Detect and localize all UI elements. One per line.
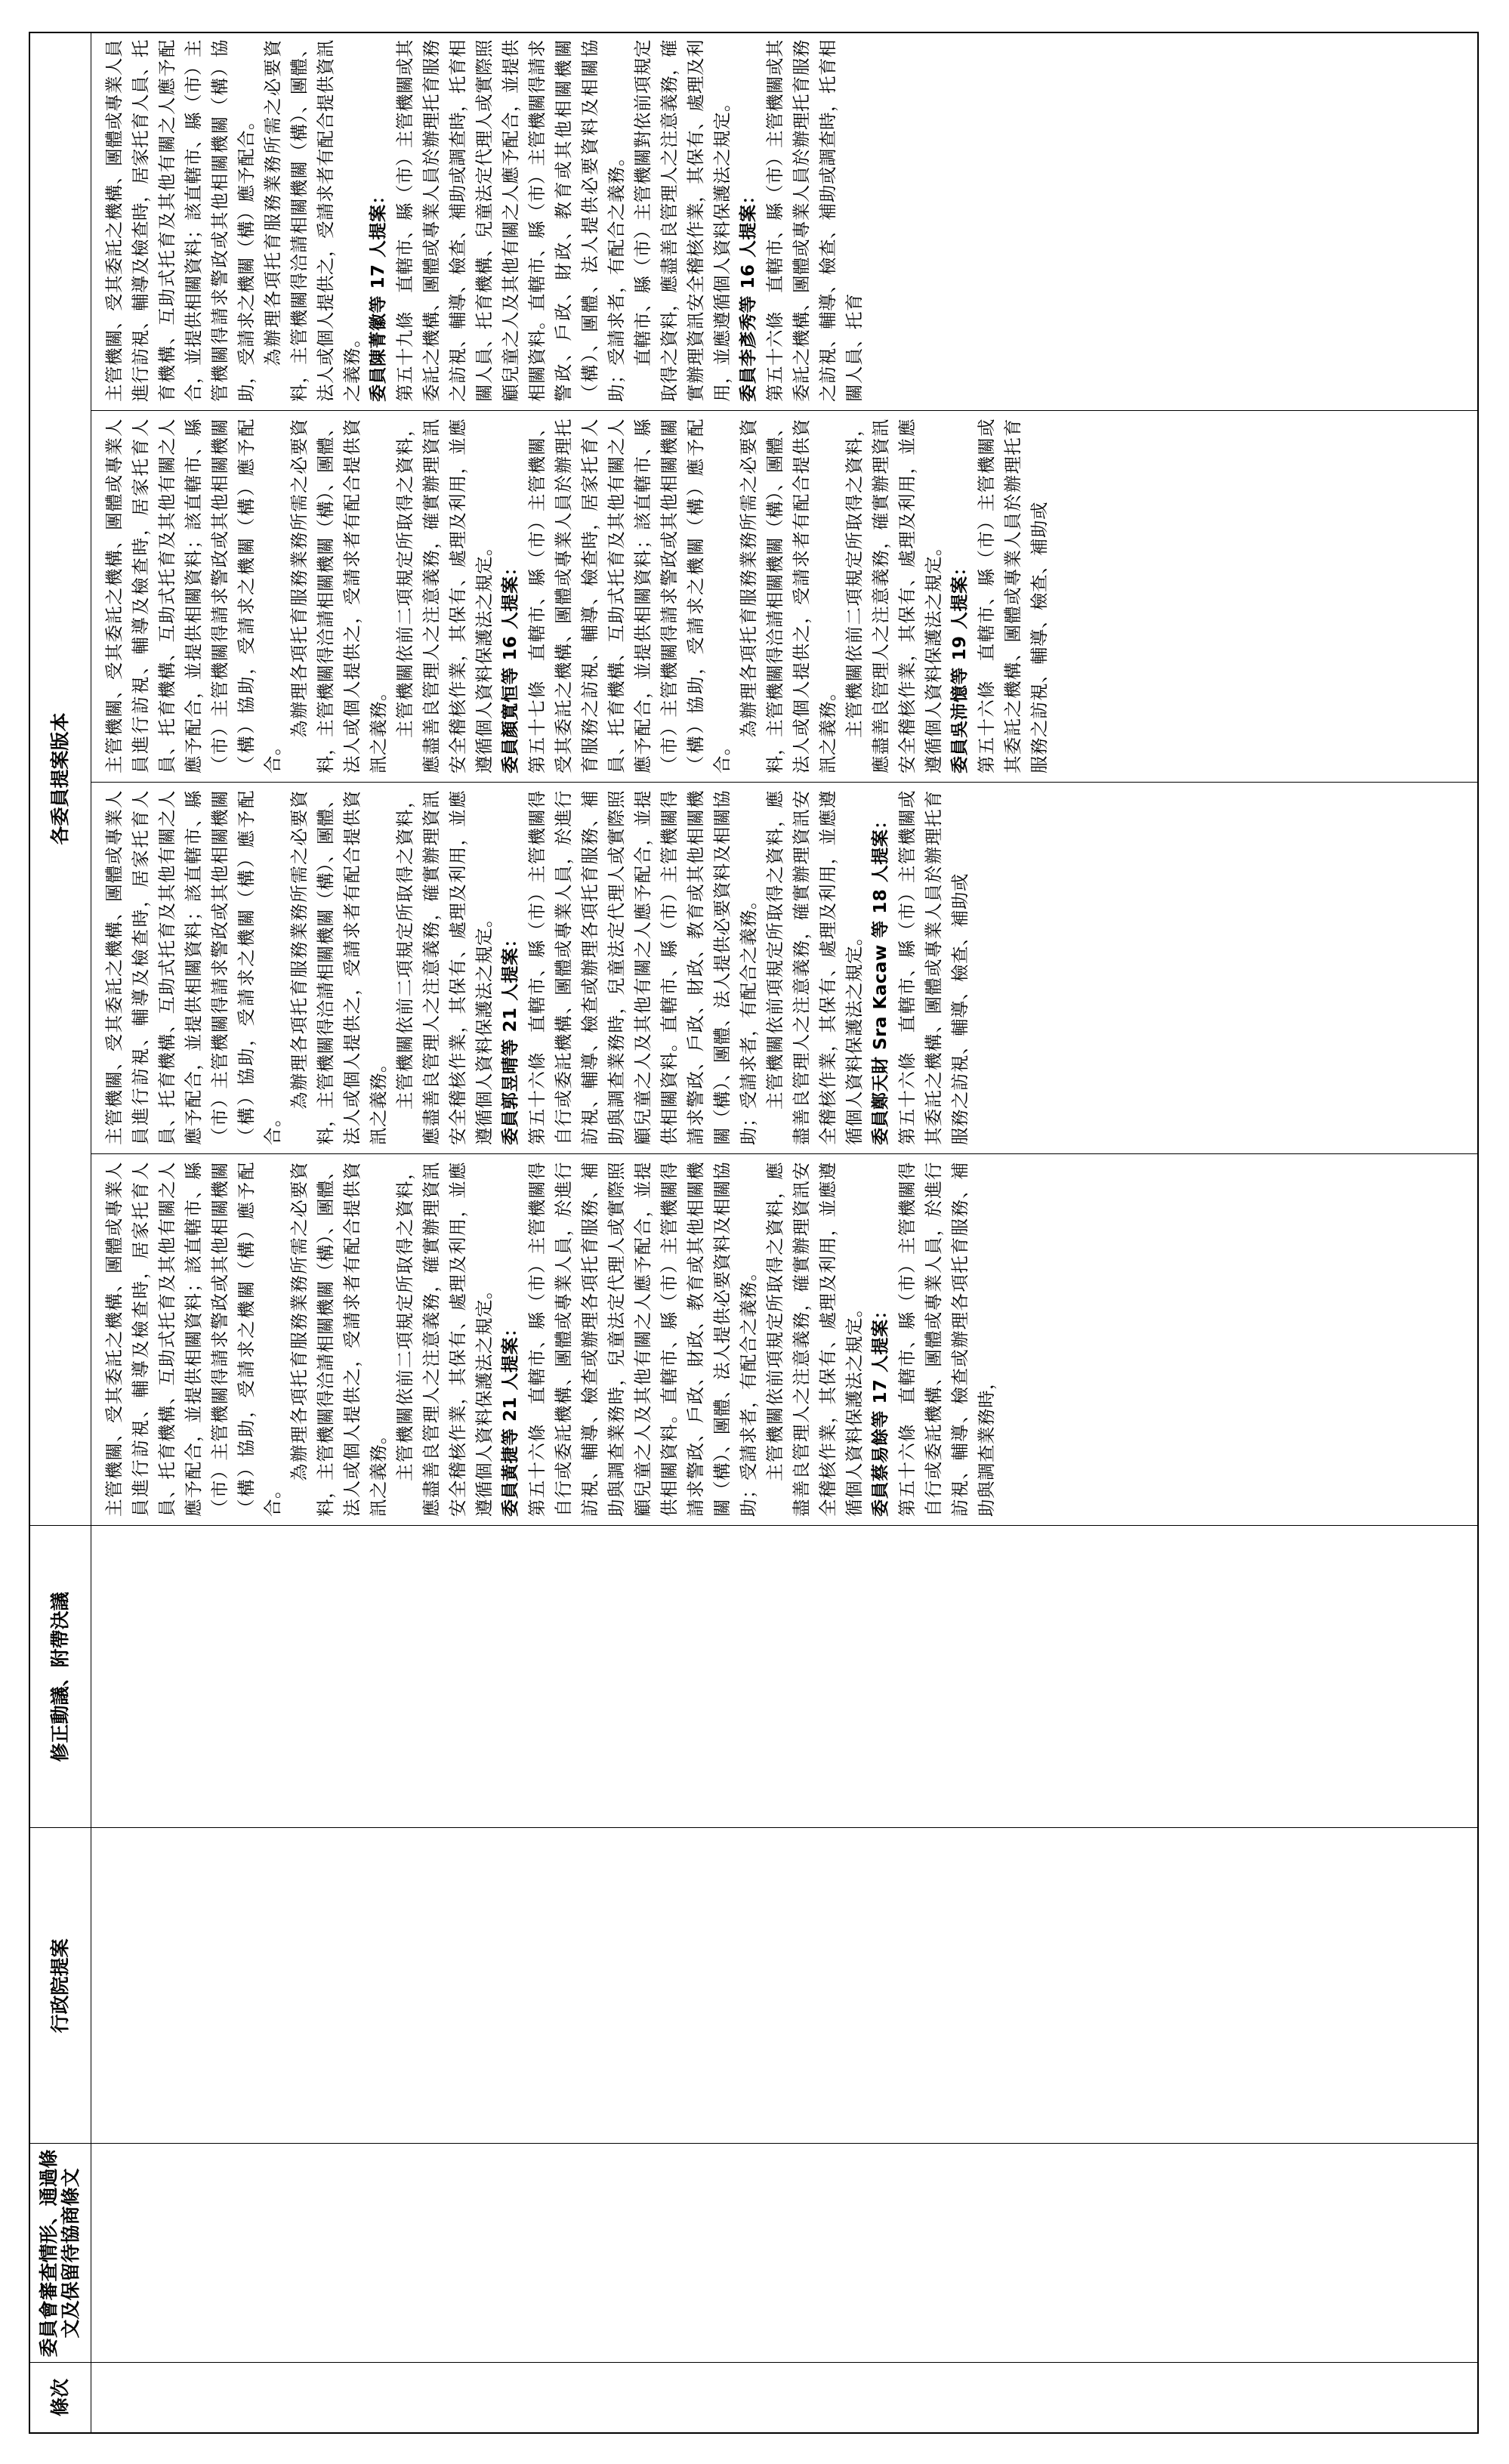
proposal-paragraph: 第五十六條 直轄市、縣（市）主管機關得自行或委託機構、團體或專業人員，於進行訪視、輔導、檢查或辦理各項托育服務、補助與調查業務時，兒童法定代理人或實際照顧兒童之人及其他有關之人應予配合，並提供相關資料。直轄市、縣（市）主管機關得請求警政、戶政、財政、教育或其他相關機關（構）、團體、法人提供必要資料及相關協助；受請求者，有配合之義務。 — [526, 790, 759, 1145]
header-article: 條次 — [48, 2379, 71, 2417]
committee-result-cell — [30, 2144, 1477, 2363]
proposal-paragraph: 主管機關、受其委託之機構、團體或專業人員進行訪視、輔導及檢查時，居家托育人員、托育機構、互助式托育及其他有關之人應予配合，並提供相關資料；該直轄市、縣（市）主管機關得請求警政或其他相關機關（構）協助，受請求之機關（構）應予配合。 — [103, 790, 283, 1145]
comparison-table — [29, 32, 1479, 2434]
proposal-paragraph: 第五十六條 直轄市、縣（市）主管機關或其委託之機構、團體或專業人員於辦理托育服務之訪視、輔導、檢查、補助或 — [976, 418, 1050, 773]
header-member-proposals: 各委員提案版本 — [48, 712, 71, 845]
proposal-paragraph: 第五十六條 直轄市、縣（市）主管機關得自行或委託機構、團體或專業人員，於進行訪視、輔導、檢查或辦理各項托育服務、補助與調查業務時， — [896, 1162, 997, 1517]
proposal-heading: 委員李彥秀等 16 人提案： — [739, 186, 758, 402]
proposal-paragraph: 為辦理各項托育服務業務所需之必要資料，主管機關得洽請相關機關（構）、團體、法人或個人提供之，受請求者有配合提供資訊之義務。 — [262, 39, 363, 402]
proposal-heading: 委員黃捷等 21 人提案： — [501, 1319, 520, 1517]
member-proposal-column — [101, 783, 1473, 1154]
proposal-paragraph: 主管機關、受其委託之機構、團體或專業人員進行訪視、輔導及檢查時，居家托育人員、托育機構、互助式托育及其他有關之人應予配合，並提供相關資料；該直轄市、縣（市）主管機關得請求警政或其他相關機關（構）協助，受請求之機關（構）應予配合。 — [103, 1162, 283, 1517]
proposal-paragraph: 主管機關依前二項規定所取得之資料，應盡善良管理人之注意義務，確實辦理資訊安全稽核作業，其保有、處理及利用，並應遵循個人資料保護法之規定。 — [394, 1162, 495, 1517]
proposal-paragraph: 為辦理各項托育服務業務所需之必要資料，主管機關得洽請相關機關（構）、團體、法人或個人提供之，受請求者有配合提供資訊之義務。 — [289, 790, 389, 1145]
proposal-heading: 委員郭昱晴等 21 人提案： — [501, 929, 520, 1145]
amendments-cell — [30, 1526, 1477, 1828]
proposal-paragraph: 主管機關、受其委託之機構、團體或專業人員進行訪視、輔導及檢查時，居家托育人員、托育機構、互助式托育及其他有關之人應予配合，並提供相關資料；該直轄市、縣（市）主管機關得請求警政或其他相關機關（構）協助，受請求之機關（構）應予配合。 — [103, 39, 257, 402]
header-amendments: 修正動議、附帶決議 — [48, 1592, 71, 1762]
proposal-paragraph: 主管機關依前二項規定所取得之資料，應盡善良管理人之注意義務，確實辦理資訊安全稽核作業，其保有、處理及利用，並應遵循個人資料保護法之規定。 — [844, 418, 944, 773]
proposal-paragraph: 第五十六條 直轄市、縣（市）主管機關或其委託之機構、團體或專業人員於辦理托育服務之訪視、輔導、檢查、補助或 — [896, 790, 971, 1145]
header-executive-proposal: 行政院提案 — [48, 1938, 71, 2033]
header-committee-result: 委員會審查情形、通過條文及保留待協商條文 — [38, 2149, 82, 2357]
proposal-paragraph: 為辦理各項托育服務業務所需之必要資料，主管機關得洽請相關機關（構）、團體、法人或個人提供之，受請求者有配合提供資訊之義務。 — [738, 418, 838, 773]
proposal-paragraph: 為辦理各項托育服務業務所需之必要資料，主管機關得洽請相關機關（構）、團體、法人或個人提供之，受請求者有配合提供資訊之義務。 — [289, 418, 389, 773]
proposal-heading: 委員吳沛憶等 19 人提案： — [950, 557, 970, 773]
proposal-paragraph: 第五十九條 直轄市、縣（市）主管機關或其委託之機構、團體或專業人員於辦理托育服務之訪視、輔導、檢查、補助或調查時，托育相關人員、托育機構、兒童法定代理人或實際照顧兒童之人及其他有關之人應予配合，並提供相關資料。直轄市、縣（市）主管機關得請求警政、戶政、財政、教育或其他相關機關（構）、團體、法人提供必要資料及相關協助；受請求者，有配合之義務。 — [394, 39, 627, 402]
proposal-paragraph: 為辦理各項托育服務業務所需之必要資料，主管機關得洽請相關機關（構）、團體、法人或個人提供之，受請求者有配合提供資訊之義務。 — [289, 1162, 389, 1517]
proposal-paragraph: 主管機關依前項規定所取得之資料，應盡善良管理人之注意義務，確實辦理資訊安全稽核作業，其保有、處理及利用，並應遵循個人資料保護法之規定。 — [764, 1162, 865, 1517]
proposal-paragraph: 第五十七條 直轄市、縣（市）主管機關、受其委託之機構、團體或專業人員於辦理托育服務之訪視、輔導、檢查時，居家托育人員、托育機構、互助式托育及其他有關之人應予配合，並提供相關資料；該直轄市、縣（市）主管機關得請求警政或其他相關機關（構）協助，受請求之機關（構）應予配合。 — [526, 418, 733, 773]
member-proposal-column — [101, 1154, 1473, 1526]
article-cell — [30, 2363, 1477, 2432]
proposal-paragraph: 主管機關依前二項規定所取得之資料，應盡善良管理人之注意義務，確實辦理資訊安全稽核作業，其保有、處理及利用，並應遵循個人資料保護法之規定。 — [394, 418, 495, 773]
proposal-heading: 委員鄭天財 Sra Kacaw 等 18 人提案： — [871, 811, 890, 1145]
proposal-paragraph: 直轄市、縣（市）主管機關對依前項規定取得之資料，應盡善良管理人之注意義務，確實辦理資訊安全稽核作業，其保有、處理及利用，並應遵循個人資料保護法之規定。 — [632, 39, 733, 402]
proposal-heading: 委員蔡易餘等 17 人提案： — [871, 1301, 890, 1517]
proposal-paragraph: 第五十六條 直轄市、縣（市）主管機關或其委託之機構、團體或專業人員於辦理托育服務之訪視、輔導、檢查、補助或調查時，托育相關人員、托育 — [764, 39, 865, 402]
proposal-heading: 委員顏寬恒等 16 人提案： — [501, 557, 520, 773]
executive-proposal-cell — [30, 1828, 1477, 2144]
proposal-paragraph: 主管機關依前二項規定所取得之資料，應盡善良管理人之注意義務，確實辦理資訊安全稽核作業，其保有、處理及利用，並應遵循個人資料保護法之規定。 — [394, 790, 495, 1145]
proposal-paragraph: 主管機關依前項規定所取得之資料，應盡善良管理人之注意義務，確實辦理資訊安全稽核作業，其保有、處理及利用，並應遵循個人資料保護法之規定。 — [764, 790, 865, 1145]
member-proposal-column — [101, 32, 1473, 411]
proposal-heading: 委員陳菁徽等 17 人提案： — [369, 186, 388, 402]
proposal-paragraph: 主管機關、受其委託之機構、團體或專業人員進行訪視、輔導及檢查時，居家托育人員、托育機構、互助式托育及其他有關之人應予配合，並提供相關資料；該直轄市、縣（市）主管機關得請求警政或其他相關機關（構）協助，受請求之機關（構）應予配合。 — [103, 418, 283, 773]
proposal-paragraph: 第五十六條 直轄市、縣（市）主管機關得自行或委託機構、團體或專業人員，於進行訪視、輔導、檢查或辦理各項托育服務、補助與調查業務時，兒童法定代理人或實際照顧兒童之人及其他有關之人應予配合，並提供相關資料。直轄市、縣（市）主管機關得請求警政、戶政、財政、教育或其他相關機關（構）、團體、法人提供必要資料及相關協助；受請求者，有配合之義務。 — [526, 1162, 759, 1517]
member-proposal-column — [101, 411, 1473, 783]
